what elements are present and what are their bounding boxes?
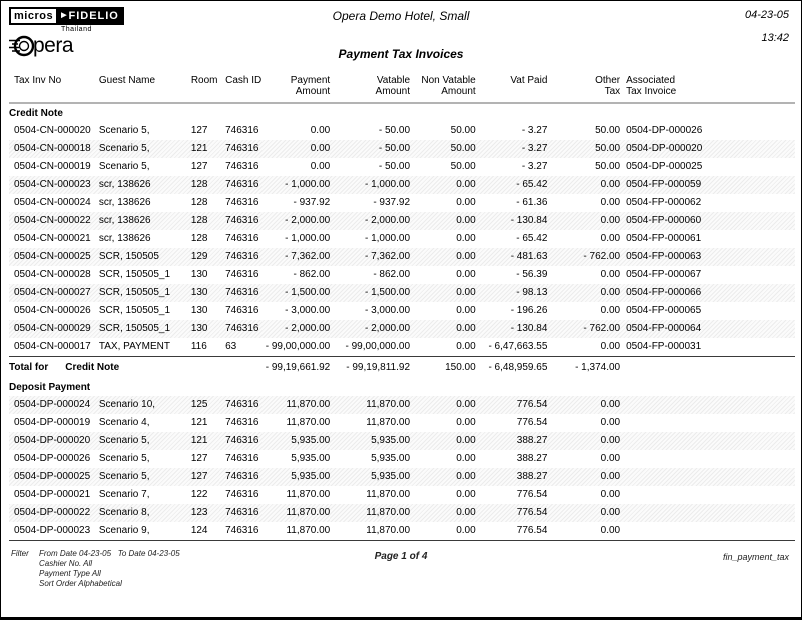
cell: - 65.42 xyxy=(516,233,548,244)
table-header xyxy=(9,73,795,103)
cell: 0.00 xyxy=(456,341,476,352)
cell: 127 xyxy=(190,125,208,136)
cell: 0504-CN-000023 xyxy=(14,179,91,190)
cell: 50.00 xyxy=(595,143,621,154)
cell: 746316 xyxy=(225,143,259,154)
cell: - 130.84 xyxy=(510,215,548,226)
cell: 388.27 xyxy=(516,453,548,464)
cell: Scenario 5, xyxy=(98,161,150,172)
cell: 776.54 xyxy=(516,399,548,410)
opera-logo-text: pera xyxy=(33,34,74,57)
total-value: 150.00 xyxy=(410,357,476,379)
cell: 0.00 xyxy=(456,269,476,280)
cell: 121 xyxy=(190,143,208,154)
table-row xyxy=(9,158,795,176)
micros-logo-text: micros xyxy=(9,7,58,25)
cell: scr, 138626 xyxy=(98,215,151,226)
table-row xyxy=(9,338,795,357)
report-title: Payment Tax Invoices xyxy=(338,47,464,61)
cell: 116 xyxy=(190,341,207,352)
cell: 746316 xyxy=(225,251,259,262)
col-header-other-tax: Other Tax xyxy=(547,73,620,103)
cell: 0504-CN-000028 xyxy=(14,269,91,280)
hotel-name: Opera Demo Hotel, Small xyxy=(332,9,470,23)
cell: 127 xyxy=(190,161,208,172)
section-row xyxy=(9,103,795,122)
cell: 0.00 xyxy=(600,341,621,352)
cell: 122 xyxy=(190,489,208,500)
cell: 0504-DP-000020 xyxy=(626,143,703,154)
cell: 0504-CN-000017 xyxy=(14,341,91,352)
cell: 0.00 xyxy=(600,435,621,446)
col-header-payment-amount: Payment Amount xyxy=(262,73,331,103)
table-row xyxy=(9,212,795,230)
cell: 0504-FP-000067 xyxy=(626,269,702,280)
cell: - 3.27 xyxy=(521,125,548,136)
table-row xyxy=(9,486,795,504)
table-row xyxy=(9,414,795,432)
table-row xyxy=(9,522,795,541)
cell: - 196.26 xyxy=(510,305,548,316)
cell: - 762.00 xyxy=(583,251,621,262)
cell: 11,870.00 xyxy=(286,489,331,500)
cell: 0504-FP-000061 xyxy=(626,233,702,244)
cell: 0504-DP-000026 xyxy=(626,125,703,136)
cell: 0.00 xyxy=(456,323,476,334)
cell: - 2,000.00 xyxy=(364,215,411,226)
page-number: Page 1 of 4 xyxy=(374,551,428,562)
cell: scr, 138626 xyxy=(98,197,151,208)
cell: Scenario 9, xyxy=(98,522,189,541)
cell: - 99,00,000.00 xyxy=(265,341,331,352)
fidelio-logo-text: ▶ FIDELIO xyxy=(58,7,124,25)
cell xyxy=(620,504,795,522)
cell: - 1,500.00 xyxy=(364,287,411,298)
cell: 0.00 xyxy=(600,269,621,280)
cell: 5,935.00 xyxy=(371,471,411,482)
cell: 0504-DP-000019 xyxy=(14,417,91,428)
cell: 0504-FP-000063 xyxy=(626,251,702,262)
col-header-vat-paid: Vat Paid xyxy=(476,73,548,103)
cell: 0.00 xyxy=(600,215,621,226)
cell: 127 xyxy=(190,471,208,482)
cell: 746316 xyxy=(225,125,259,136)
cell: 776.54 xyxy=(516,507,548,518)
cell: 0504-CN-000022 xyxy=(14,215,91,226)
table-row xyxy=(9,284,795,302)
cell: 50.00 xyxy=(595,125,621,136)
cell: 0.00 xyxy=(410,522,476,541)
filter-line: Payment Type All xyxy=(39,569,101,578)
cell: 746316 xyxy=(225,305,259,316)
cell: 11,870.00 xyxy=(366,507,411,518)
cell: 0.00 xyxy=(547,522,620,541)
cell: 125 xyxy=(190,399,208,410)
total-value: - 1,374.00 xyxy=(547,357,620,379)
cell: 11,870.00 xyxy=(286,399,331,410)
cell: 0.00 xyxy=(456,251,476,262)
cell xyxy=(620,414,795,432)
cell: 0504-DP-000024 xyxy=(14,399,91,410)
cell: 746316 xyxy=(219,522,261,541)
cell: Scenario 5, xyxy=(98,435,150,446)
cell: SCR, 150505_1 xyxy=(98,323,171,334)
cell: 746316 xyxy=(225,489,259,500)
table-row xyxy=(9,176,795,194)
table-row xyxy=(9,396,795,414)
cell: 0.00 xyxy=(600,179,621,190)
cell: 5,935.00 xyxy=(291,435,331,446)
cell: 0.00 xyxy=(456,305,476,316)
cell: Scenario 5, xyxy=(98,125,150,136)
cell: - 1,000.00 xyxy=(285,179,331,190)
logo-country-text: Thailand xyxy=(61,26,92,33)
col-header-room: Room xyxy=(189,73,219,103)
cell: - 61.36 xyxy=(516,197,548,208)
cell: 121 xyxy=(190,417,208,428)
report-header xyxy=(1,1,801,71)
arrow-icon: ▶ xyxy=(61,12,68,19)
cell: scr, 138626 xyxy=(98,179,151,190)
cell: 0.00 xyxy=(456,435,476,446)
cell: 0.00 xyxy=(600,305,621,316)
cell: 0504-CN-000027 xyxy=(14,287,91,298)
col-header-tax-inv-no: Tax Inv No xyxy=(9,73,98,103)
cell: - 862.00 xyxy=(373,269,411,280)
cell: 0.00 xyxy=(456,507,476,518)
cell xyxy=(620,432,795,450)
cell: 128 xyxy=(190,197,208,208)
cell: 0504-CN-000026 xyxy=(14,305,91,316)
cell: 128 xyxy=(190,233,208,244)
cell: 0.00 xyxy=(600,233,621,244)
section-header: Credit Note xyxy=(9,108,63,119)
total-value: - 6,48,959.65 xyxy=(476,357,548,379)
cell: - 762.00 xyxy=(583,323,621,334)
cell: 746316 xyxy=(225,215,259,226)
cell: SCR, 150505_1 xyxy=(98,287,171,298)
cell: - 2,000.00 xyxy=(285,215,331,226)
col-header-associated-tax-invoice: Associated Tax Invoice xyxy=(620,73,795,103)
cell: - 56.39 xyxy=(516,269,548,280)
cell: 0504-CN-000019 xyxy=(14,161,91,172)
cell: 0504-FP-000066 xyxy=(626,287,702,298)
cell: 11,870.00 xyxy=(262,522,331,541)
cell: 127 xyxy=(190,453,208,464)
cell: 11,870.00 xyxy=(286,417,331,428)
cell: - 481.63 xyxy=(510,251,548,262)
cell: - 1,500.00 xyxy=(285,287,331,298)
cell: 776.54 xyxy=(476,522,548,541)
cell: 0504-FP-000060 xyxy=(626,215,702,226)
table-row xyxy=(9,432,795,450)
cell: 0504-DP-000025 xyxy=(626,161,703,172)
cell: 746316 xyxy=(225,507,259,518)
cell: - 50.00 xyxy=(378,161,411,172)
cell: Scenario 8, xyxy=(98,507,150,518)
cell: Scenario 10, xyxy=(98,399,156,410)
cell: 0.00 xyxy=(600,471,621,482)
cell: - 7,362.00 xyxy=(285,251,331,262)
cell: - 2,000.00 xyxy=(285,323,331,334)
cell: 0.00 xyxy=(310,125,331,136)
cell: 50.00 xyxy=(450,143,476,154)
table-row xyxy=(9,248,795,266)
cell: 0.00 xyxy=(456,453,476,464)
cell: 0.00 xyxy=(310,143,331,154)
cell: - 50.00 xyxy=(378,143,411,154)
cell xyxy=(620,486,795,504)
cell: 746316 xyxy=(225,399,259,410)
cell: 0.00 xyxy=(600,507,621,518)
total-value: - 99,19,661.92 xyxy=(262,357,331,379)
cell: 11,870.00 xyxy=(366,489,411,500)
cell: 0504-DP-000023 xyxy=(9,522,98,541)
cell: 50.00 xyxy=(595,161,621,172)
col-header-vatable-amount: Vatable Amount xyxy=(330,73,410,103)
cell: 0.00 xyxy=(600,489,621,500)
cell: 123 xyxy=(190,507,208,518)
cell: SCR, 150505_1 xyxy=(98,269,171,280)
cell: 746316 xyxy=(225,179,259,190)
cell: 0504-CN-000029 xyxy=(14,323,91,334)
filter-label: Filter xyxy=(11,549,29,558)
cell: 0504-FP-000062 xyxy=(626,197,702,208)
cell: 0504-CN-000021 xyxy=(14,233,91,244)
cell: 11,870.00 xyxy=(286,507,331,518)
cell: - 3.27 xyxy=(521,161,548,172)
cell: 746316 xyxy=(225,417,259,428)
col-header-cash-id: Cash ID xyxy=(219,73,261,103)
cell: - 937.92 xyxy=(373,197,411,208)
cell: 746316 xyxy=(225,269,259,280)
cell: - 1,000.00 xyxy=(364,179,411,190)
cell: - 1,000.00 xyxy=(285,233,331,244)
cell: 0504-FP-000059 xyxy=(626,179,702,190)
col-header-non-vatable-amount: Non Vatable Amount xyxy=(410,73,476,103)
cell xyxy=(620,357,795,379)
cell: 746316 xyxy=(225,287,259,298)
cell: - 3,000.00 xyxy=(364,305,411,316)
table-row xyxy=(9,450,795,468)
cell: - 65.42 xyxy=(516,179,548,190)
cell: 746316 xyxy=(225,197,259,208)
cell: 129 xyxy=(190,251,208,262)
cell xyxy=(189,357,219,379)
filter-line: From Date 04-23-05 To Date 04-23-05 xyxy=(39,549,180,558)
cell: 0504-FP-000031 xyxy=(626,341,702,352)
cell: 5,935.00 xyxy=(291,471,331,482)
cell xyxy=(620,522,795,541)
cell: 746316 xyxy=(225,471,259,482)
cell: SCR, 150505 xyxy=(98,251,159,262)
cell: 5,935.00 xyxy=(291,453,331,464)
report-date: 04-23-05 xyxy=(744,9,789,21)
cell: Scenario 4, xyxy=(98,417,150,428)
cell: 0504-CN-000025 xyxy=(14,251,91,262)
cell: - 3.27 xyxy=(521,143,548,154)
cell: 50.00 xyxy=(450,125,476,136)
cell xyxy=(620,468,795,486)
cell: 11,870.00 xyxy=(366,417,411,428)
table-row xyxy=(9,194,795,212)
section-header: Deposit Payment xyxy=(9,382,91,393)
cell: 0.00 xyxy=(456,287,476,298)
cell: 0504-CN-000018 xyxy=(14,143,91,154)
cell: - 98.13 xyxy=(516,287,548,298)
table-row xyxy=(9,302,795,320)
cell: 11,870.00 xyxy=(366,399,411,410)
cell: 0.00 xyxy=(456,215,476,226)
cell: - 130.84 xyxy=(510,323,548,334)
cell: 128 xyxy=(190,179,208,190)
total-value: - 99,19,811.92 xyxy=(330,357,410,379)
cell: 388.27 xyxy=(516,471,548,482)
cell: 0.00 xyxy=(600,197,621,208)
cell: 0.00 xyxy=(456,417,476,428)
cell: - 6,47,663.55 xyxy=(488,341,548,352)
cell xyxy=(620,396,795,414)
cell: 0504-DP-000020 xyxy=(14,435,91,446)
cell: 746316 xyxy=(225,435,259,446)
cell: Scenario 7, xyxy=(98,489,150,500)
table-row xyxy=(9,320,795,338)
cell: - 50.00 xyxy=(378,125,411,136)
cell: 130 xyxy=(190,287,208,298)
cell: Scenario 5, xyxy=(98,143,150,154)
cell: 776.54 xyxy=(516,417,548,428)
cell: SCR, 150505_1 xyxy=(98,305,171,316)
cell: Scenario 5, xyxy=(98,453,150,464)
cell: 0504-CN-000020 xyxy=(14,125,91,136)
col-header-guest-name: Guest Name xyxy=(98,73,189,103)
cell: 0.00 xyxy=(456,471,476,482)
cell: 0504-CN-000024 xyxy=(14,197,91,208)
cell: - 7,362.00 xyxy=(364,251,411,262)
cell xyxy=(219,357,261,379)
cell: 746316 xyxy=(225,453,259,464)
table-row xyxy=(9,122,795,140)
section-row xyxy=(9,378,795,396)
table-row xyxy=(9,266,795,284)
cell: 0504-FP-000065 xyxy=(626,305,702,316)
cell: 130 xyxy=(190,305,208,316)
report-datetime xyxy=(745,9,789,44)
total-row xyxy=(9,357,795,379)
cell: 5,935.00 xyxy=(371,435,411,446)
total-label: Total for Credit Note xyxy=(9,357,189,379)
cell: 746316 xyxy=(225,161,259,172)
cell: 746316 xyxy=(225,233,259,244)
cell: 0504-DP-000026 xyxy=(14,453,91,464)
cell: - 862.00 xyxy=(293,269,331,280)
cell: 0504-DP-000021 xyxy=(14,489,91,500)
cell: TAX, PAYMENT xyxy=(98,341,171,352)
cell: - 2,000.00 xyxy=(364,323,411,334)
cell: 746316 xyxy=(225,323,259,334)
cell: Scenario 5, xyxy=(98,471,150,482)
cell: 50.00 xyxy=(450,161,476,172)
cell: 0.00 xyxy=(456,489,476,500)
report-id: fin_payment_tax xyxy=(722,552,789,562)
cell: 130 xyxy=(190,269,208,280)
cell: - 937.92 xyxy=(293,197,331,208)
cell: 776.54 xyxy=(516,489,548,500)
cell: 388.27 xyxy=(516,435,548,446)
cell: 124 xyxy=(189,522,219,541)
cell: 0504-FP-000064 xyxy=(626,323,702,334)
table-row xyxy=(9,504,795,522)
cell: 5,935.00 xyxy=(371,453,411,464)
cell: 0.00 xyxy=(456,197,476,208)
cell: 0.00 xyxy=(600,287,621,298)
payment-tax-invoice-table xyxy=(9,73,795,541)
report-time: 13:42 xyxy=(761,32,789,44)
cell: 0.00 xyxy=(456,399,476,410)
cell xyxy=(620,450,795,468)
cell: - 99,00,000.00 xyxy=(345,341,411,352)
cell: 0.00 xyxy=(310,161,331,172)
filter-line: Sort Order Alphabetical xyxy=(39,579,122,588)
filter-line: Cashier No. All xyxy=(39,559,93,568)
table-row xyxy=(9,468,795,486)
cell: - 1,000.00 xyxy=(364,233,411,244)
table-row xyxy=(9,140,795,158)
cell: 0.00 xyxy=(600,417,621,428)
cell: 0.00 xyxy=(456,179,476,190)
cell: 11,870.00 xyxy=(330,522,410,541)
cell: 0.00 xyxy=(600,453,621,464)
cell: 0504-DP-000022 xyxy=(14,507,91,518)
cell: 128 xyxy=(190,215,208,226)
cell: 130 xyxy=(190,323,208,334)
cell: 121 xyxy=(190,435,208,446)
cell: 63 xyxy=(225,341,237,352)
cell: scr, 138626 xyxy=(98,233,151,244)
table-row xyxy=(9,230,795,248)
cell: - 3,000.00 xyxy=(285,305,331,316)
cell: 0.00 xyxy=(456,233,476,244)
cell: 0.00 xyxy=(600,399,621,410)
cell: 0504-DP-000025 xyxy=(14,471,91,482)
